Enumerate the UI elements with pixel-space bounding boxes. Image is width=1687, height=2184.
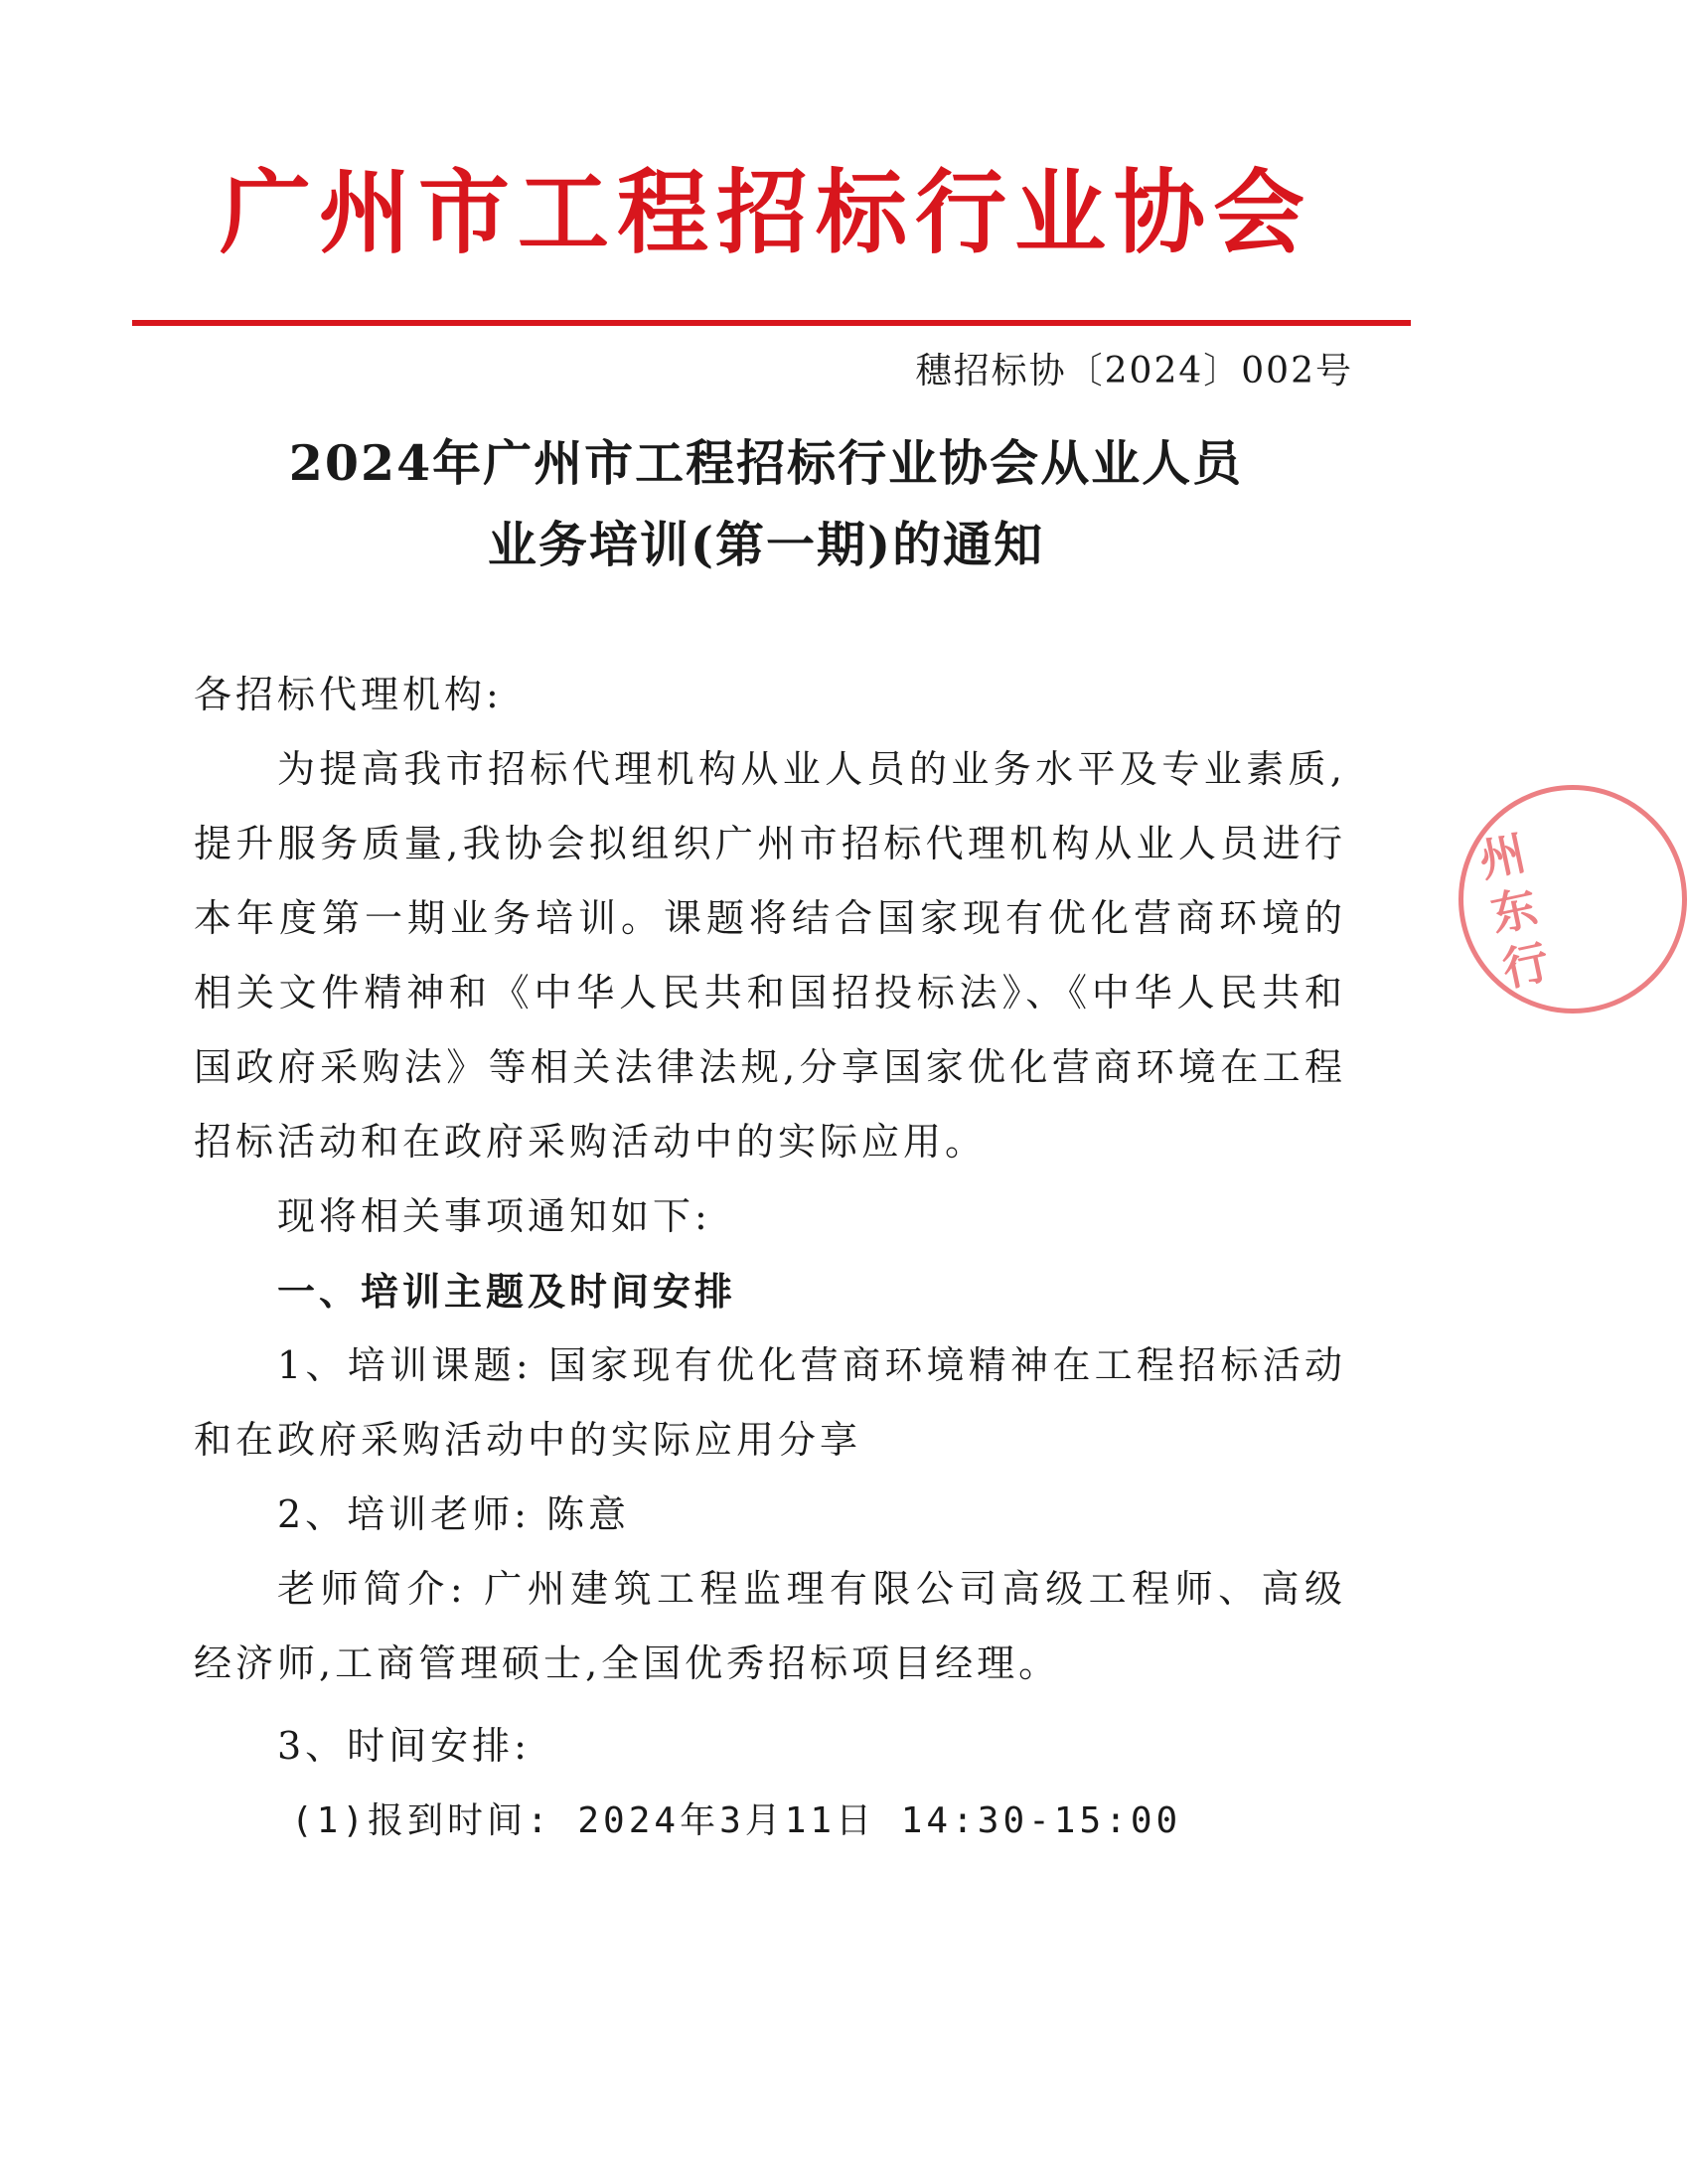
notice-title-line-1: 2024年广州市工程招标行业协会从业人员 (288, 434, 1244, 492)
salutation: 各招标代理机构: (194, 673, 503, 716)
official-seal-stamp (1458, 785, 1687, 1014)
notice-body (194, 658, 1346, 1858)
letterhead-red-rule (132, 320, 1411, 326)
training-topic-item: 1、培训课题: 国家现有优化营商环境精神在工程招标活动和在政府采购活动中的实际应用分享 (194, 1343, 1346, 1462)
notice-lead: 现将相关事项通知如下: (277, 1194, 711, 1238)
section-1-heading: 一、培训主题及时间安排 (277, 1269, 737, 1314)
training-teacher-item: 2、培训老师: 陈意 (277, 1492, 631, 1536)
teacher-bio: 老师简介: 广州建筑工程监理有限公司高级工程师、高级经济师,工商管理硕士,全国优秀招标项目经理。 (194, 1567, 1346, 1685)
seal-text: 州 东 行 (1474, 826, 1554, 997)
notice-title-line-2: 业务培训(第一期)的通知 (487, 516, 1045, 573)
schedule-heading: 3、时间安排: (277, 1724, 531, 1768)
schedule-checkin-time: (1)报到时间: 2024年3月11日 14:30-15:00 (291, 1800, 1182, 1841)
document-number: 穗招标协〔2024〕002号 (915, 351, 1353, 391)
intro-paragraph: 为提高我市招标代理机构从业人员的业务水平及专业素质,提升服务质量,我协会拟组织广州市招标代理机构从业人员进行本年度第一期业务培训。课题将结合国家现有优化营商环境的相关文件精神和《中华人民共和国招投标法》、《中华人民共和国政府采购法》等相关法律法规,分享国家优化营商环境在工程招标活动和在政府采购活动中的实际应用。 (194, 747, 1346, 1164)
notice-title (0, 422, 1532, 585)
org-letterhead-title: 广州市工程招标行业协会 (219, 159, 1312, 266)
